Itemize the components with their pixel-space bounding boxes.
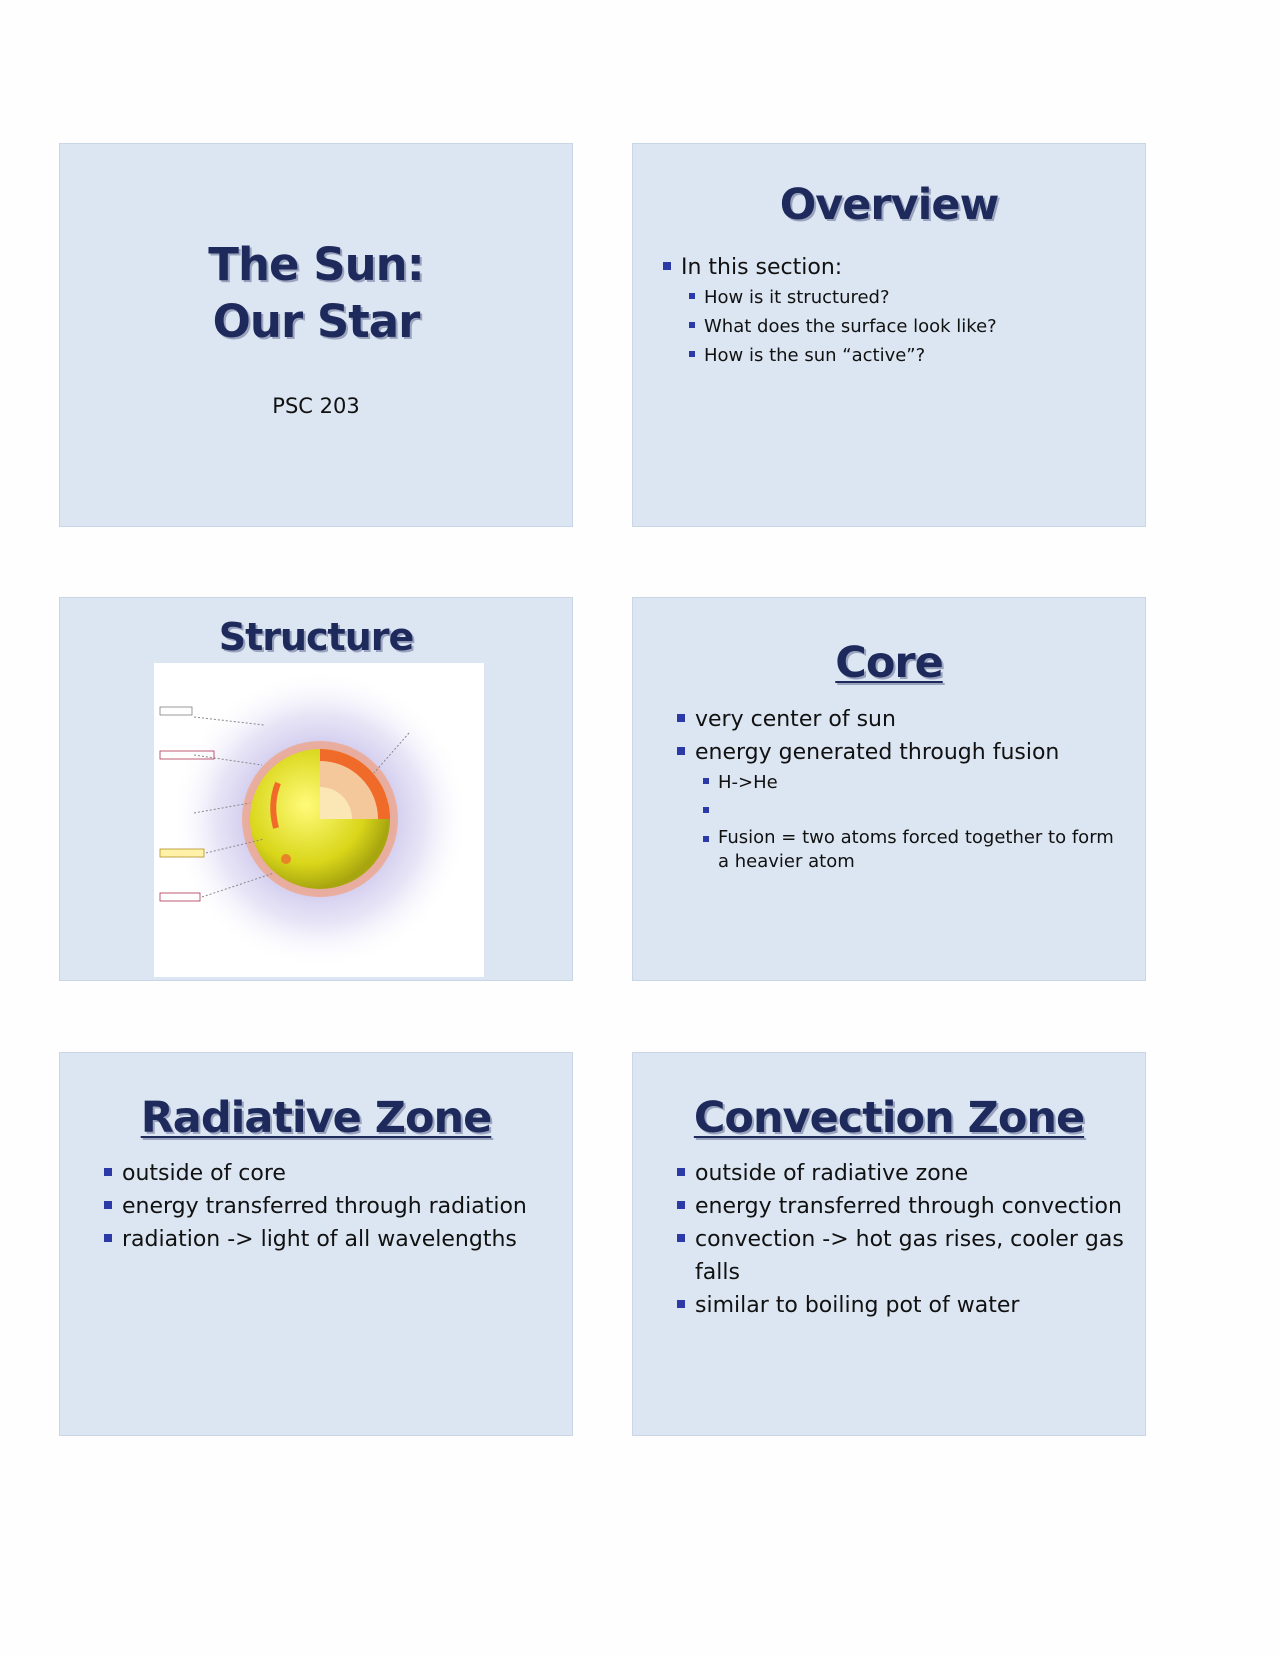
- title-line-1: The Sun:: [208, 238, 424, 291]
- slide-heading: Core: [835, 638, 943, 688]
- label-box: [160, 849, 204, 857]
- bullet-item: very center of sun: [677, 703, 1059, 736]
- bullet-item: radiation -> light of all wavelengths: [104, 1223, 527, 1256]
- sub-bullet-item: How is it structured?: [689, 283, 997, 312]
- bullet-item: energy transferred through convection: [677, 1190, 1145, 1223]
- bullet-item: convection -> hot gas rises, cooler gas falls: [677, 1223, 1145, 1289]
- bullet-item: energy transferred through radiation: [104, 1190, 527, 1223]
- slide-overview[interactable]: [632, 143, 1146, 527]
- bullet-item: outside of radiative zone: [677, 1157, 1145, 1190]
- bullet-item: In this section:: [663, 251, 842, 284]
- sub-bullet-item: H->He: [703, 768, 1114, 797]
- sub-bullet-item: Fusion = two atoms forced together to form a heavier atom: [703, 826, 1114, 874]
- bullet-list: [104, 1157, 527, 1256]
- title-line-2: Our Star: [212, 295, 420, 348]
- bullet-list: [677, 703, 1059, 769]
- sun-diagram-svg: [154, 663, 484, 977]
- sub-bullet-list: [703, 768, 1114, 874]
- slide-convection-zone[interactable]: [632, 1052, 1146, 1436]
- sun-structure-diagram: [154, 663, 484, 977]
- bullet-list: [663, 251, 842, 284]
- bullet-item: outside of core: [104, 1157, 527, 1190]
- sub-bullet-list: [689, 283, 997, 370]
- slide-heading: Convection Zone: [693, 1093, 1085, 1143]
- bullet-item: similar to boiling pot of water: [677, 1289, 1145, 1322]
- sub-bullet-item: What does the surface look like?: [689, 312, 997, 341]
- slide-title-heading: [60, 236, 572, 350]
- slide-radiative-zone[interactable]: [59, 1052, 573, 1436]
- sub-bullet-item: [703, 797, 1114, 826]
- sub-bullet-item: How is the sun “active”?: [689, 341, 997, 370]
- label-box: [160, 707, 192, 715]
- bullet-list: [677, 1157, 1145, 1322]
- bullet-item: energy generated through fusion: [677, 736, 1059, 769]
- slide-heading: Overview: [779, 180, 999, 230]
- slide-heading: Radiative Zone: [140, 1093, 492, 1143]
- course-code: PSC 203: [272, 394, 360, 418]
- slide-title[interactable]: [59, 143, 573, 527]
- prominence-mark: [281, 854, 291, 864]
- slide-core[interactable]: [632, 597, 1146, 981]
- slide-structure[interactable]: [59, 597, 573, 981]
- slide-heading: Structure: [218, 615, 414, 659]
